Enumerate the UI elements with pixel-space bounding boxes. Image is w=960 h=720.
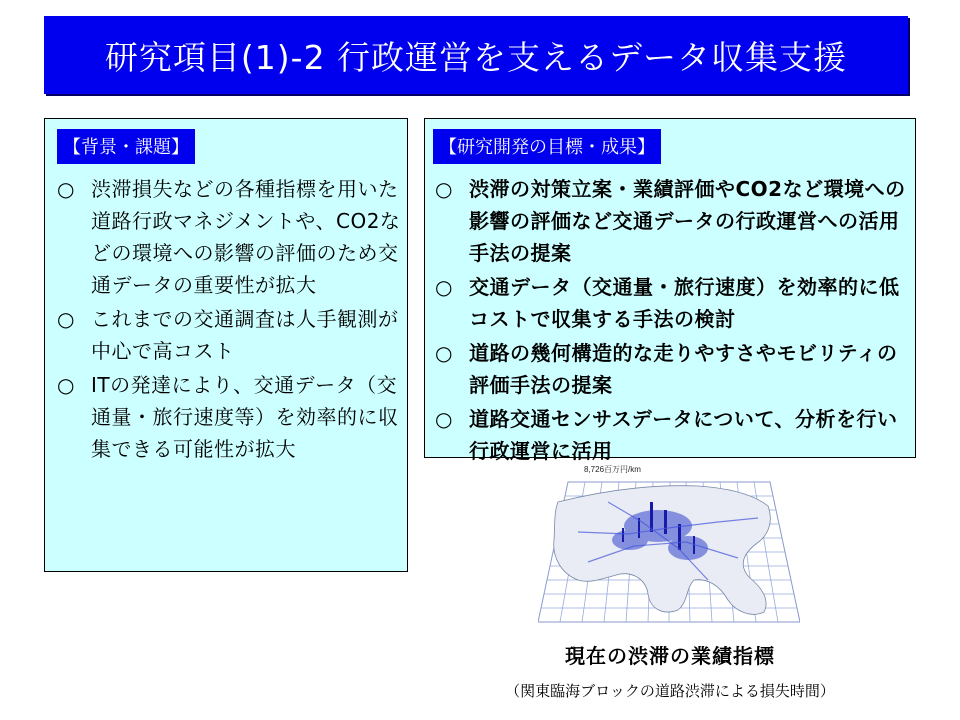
figure-subcaption: （関東臨海ブロックの道路渋滞による損失時間） <box>505 682 835 700</box>
list-item-text: これまでの交通調査は人手観測が中心で高コスト <box>91 307 399 363</box>
list-item-text: 渋滞損失などの各種指標を用いた道路行政マネジメントや、CO2などの環境への影響の評価のため交通データの重要性が拡大 <box>91 177 401 297</box>
figure-caption: 現在の渋滞の業績指標 <box>565 644 775 668</box>
list-item-text: 交通データ（交通量・旅行速度）を効率的に低コストで収集する手法の検討 <box>469 275 900 331</box>
list-item <box>435 337 911 401</box>
bullet-circle-icon: ○ <box>435 275 453 299</box>
list-item-text: ITの発達により、交通データ（交通量・旅行速度等）を効率的に収集できる可能性が拡大 <box>91 373 399 461</box>
list-item-text: 渋滞の対策立案・業績評価やCO2など環境への影響の評価など交通データの行政運営への活用手法の提案 <box>469 177 906 265</box>
list-item <box>57 369 403 465</box>
goals-results-panel <box>424 118 916 463</box>
goals-results-label: 【研究開発の目標・成果】 <box>433 129 661 164</box>
bullet-circle-icon: ○ <box>435 177 453 201</box>
bullet-circle-icon: ○ <box>57 307 75 331</box>
goals-results-list <box>435 173 911 469</box>
page-title: 研究項目(1)-2 行政運営を支えるデータ収集支援 <box>104 37 848 77</box>
list-item <box>435 173 911 269</box>
congestion-3d-map <box>538 462 800 632</box>
title-banner <box>44 16 908 94</box>
list-item <box>57 303 403 367</box>
list-item <box>435 271 911 335</box>
list-item-text: 道路の幾何構造的な走りやすさやモビリティの評価手法の提案 <box>469 341 898 397</box>
bullet-circle-icon: ○ <box>57 373 75 397</box>
background-issues-list <box>57 173 403 467</box>
bullet-circle-icon: ○ <box>57 177 75 201</box>
list-item <box>435 403 911 467</box>
list-item-text: 道路交通センサスデータについて、分析を行い行政運営に活用 <box>469 407 898 463</box>
bullet-circle-icon: ○ <box>435 341 453 365</box>
bullet-circle-icon: ○ <box>435 407 453 431</box>
congestion-map-figure <box>538 462 800 632</box>
background-issues-label: 【背景・課題】 <box>57 129 195 164</box>
list-item <box>57 173 403 301</box>
map-value-label: 8,726百万円/km <box>584 465 641 474</box>
background-issues-panel <box>44 118 408 572</box>
